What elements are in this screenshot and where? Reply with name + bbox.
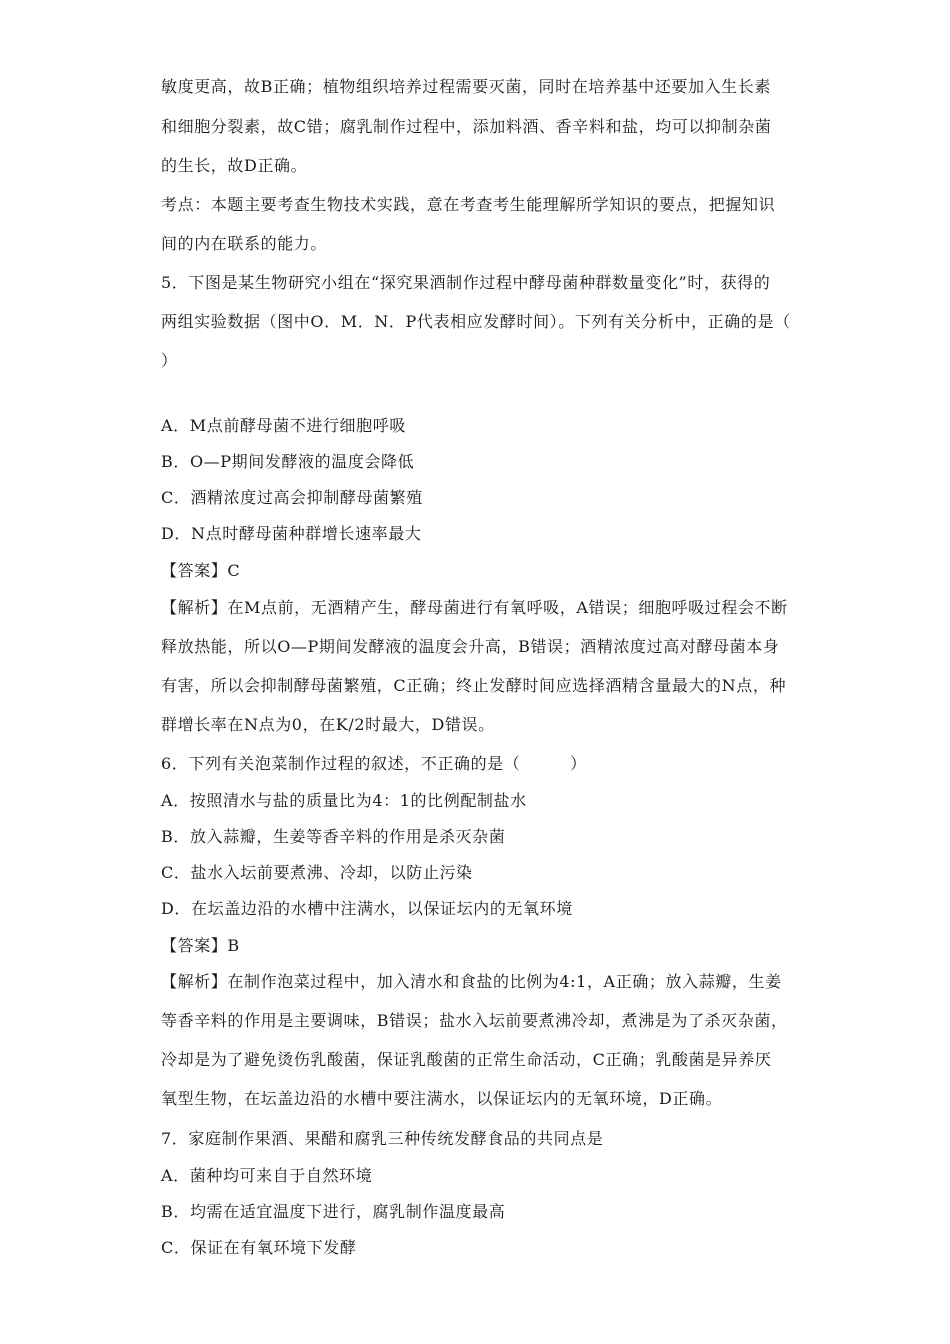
text-line: 冷却是为了避免烫伤乳酸菌，保证乳酸菌的正常生命活动，C正确；乳酸菌是异养厌 — [161, 1050, 772, 1069]
text-line: 氧型生物，在坛盖边沿的水槽中要注满水，以保证坛内的无氧环境，D正确。 — [161, 1089, 723, 1108]
option-c: C．酒精浓度过高会抑制酵母菌繁殖 — [161, 488, 423, 507]
text-line: ） — [161, 351, 178, 370]
text-line: 考点：本题主要考查生物技术实践，意在考查考生能理解所学知识的要点，把握知识 — [161, 195, 776, 214]
text-line: 等香辛料的作用是主要调味，B错误；盐水入坛前要煮沸冷却，煮沸是为了杀灭杂菌， — [161, 1011, 788, 1030]
option-d: D．在坛盖边沿的水槽中注满水，以保证坛内的无氧环境 — [161, 899, 573, 918]
text-line: 间的内在联系的能力。 — [161, 234, 328, 253]
text-line: 敏度更高，故B正确；植物组织培养过程需要灭菌，同时在培养基中还要加入生长素 — [161, 77, 771, 96]
analysis: 【解析】在制作泡菜过程中，加入清水和食盐的比例为4:1，A正确；放入蒜瓣，生姜 — [161, 972, 782, 991]
text-line: 和细胞分裂素，故C错；腐乳制作过程中，添加料酒、香辛料和盐，均可以抑制杂菌 — [161, 117, 772, 136]
text-line: 群增长率在N点为0，在K/2时最大，D错误。 — [161, 715, 495, 734]
text-line: 释放热能，所以O—P期间发酵液的温度会升高，B错误；酒精浓度过高对酵母菌本身 — [161, 637, 780, 656]
option-c: C．盐水入坛前要煮沸、冷却，以防止污染 — [161, 863, 473, 882]
option-d: D．N点时酵母菌种群增长速率最大 — [161, 524, 422, 543]
option-b: B．O—P期间发酵液的温度会降低 — [161, 452, 415, 471]
option-a: A．菌种均可来自于自然环境 — [161, 1166, 373, 1185]
option-a: A．按照清水与盐的质量比为4：1的比例配制盐水 — [161, 791, 527, 810]
question-7: 7．家庭制作果酒、果醋和腐乳三种传统发酵食品的共同点是 — [161, 1129, 604, 1148]
option-b: B．均需在适宜温度下进行，腐乳制作温度最高 — [161, 1202, 506, 1221]
text-line: 两组实验数据（图中O．M．N．P代表相应发酵时间）。下列有关分析中，正确的是（ — [161, 312, 791, 331]
option-b: B．放入蒜瓣，生姜等香辛料的作用是杀灭杂菌 — [161, 827, 506, 846]
option-c: C．保证在有氧环境下发酵 — [161, 1238, 357, 1257]
text-line: 有害，所以会抑制酵母菌繁殖，C正确；终止发酵时间应选择酒精含量最大的N点，种 — [161, 676, 787, 695]
answer: 【答案】C — [161, 561, 241, 580]
option-a: A．M点前酵母菌不进行细胞呼吸 — [161, 416, 406, 435]
question-5: 5．下图是某生物研究小组在“探究果酒制作过程中酵母菌种群数量变化”时，获得的 — [161, 273, 771, 292]
analysis: 【解析】在M点前，无酒精产生，酵母菌进行有氧呼吸，A错误；细胞呼吸过程会不断 — [161, 598, 788, 617]
answer: 【答案】B — [161, 936, 240, 955]
text-line: 的生长，故D正确。 — [161, 156, 308, 175]
question-6: 6．下列有关泡菜制作过程的叙述，不正确的是（ ） — [161, 754, 587, 773]
